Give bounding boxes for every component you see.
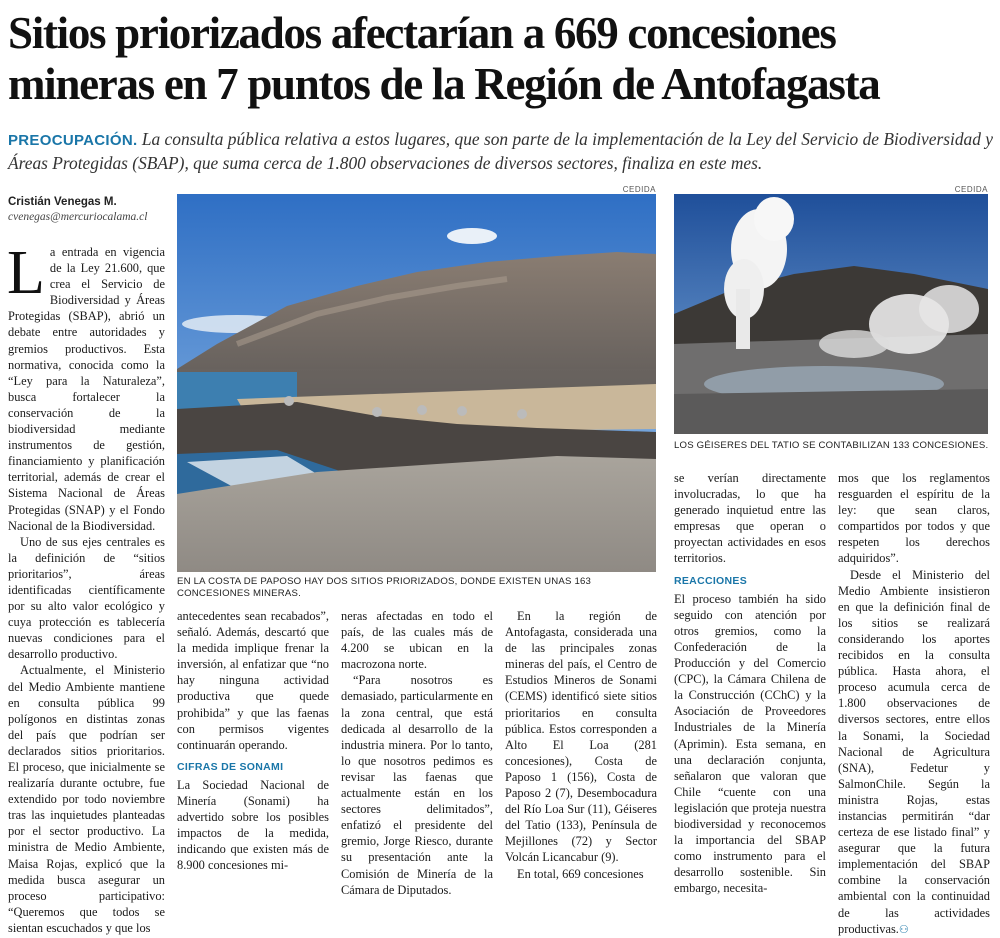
headline-line-2: mineras en 7 puntos de la Región de Antofagasta xyxy=(8,59,880,109)
paragraph: a entrada en vigencia de la Ley 21.600, que crea el Servicio de Biodiversidad y Áreas Protegidas (SBAP), abrió un debate entre autoridades y gremios productivos. Esta normativa, conocida como la “Ley para la Naturaleza”, busca fortalecer la conservación de la biodiversidad mediante instrumentos de gestión, financiamiento y planificación territorial, además de crear el Sistema Nacional de Áreas Protegidas (SNAP) y el Fondo Nacional de la Biodiversidad. xyxy=(8,245,165,533)
column-6 xyxy=(838,470,990,938)
lead-kicker: PREOCUPACIÓN. xyxy=(8,132,138,149)
paragraph xyxy=(838,567,990,938)
paragraph: se verían directamente involucradas, lo que ha generado inquietud entre las empresas que operan o proyectan actividades en esos territorios. xyxy=(674,471,826,566)
column-5 xyxy=(674,470,826,896)
column-3 xyxy=(341,608,493,898)
main-photo-credit: CEDIDA xyxy=(622,185,656,194)
paragraph: El proceso también ha sido seguido con atención por otros gremios, como la Confederación de la Producción y del Comercio (CPC), la Cámara Chilena de la Construcción (CChC) y la Asociación de Proveedores Industriales de la Minería (Aprimin). Esta semana, en una declaración conjunta, señalaron que valoran que Chile “cuente con una legislación que proteja nuestra biodiversidad y reconocemos la importancia del SBAP como instrumento para el desarrollo sostenible. Sin embargo, necesita- xyxy=(674,591,826,896)
headline xyxy=(8,8,994,110)
paragraph: neras afectadas en todo el país, de las cuales más de 4.200 se ubican en la macrozona norte. xyxy=(341,609,493,672)
side-photo-credit: CEDIDA xyxy=(954,185,988,194)
column-4 xyxy=(505,608,657,882)
byline xyxy=(8,196,174,223)
paragraph: Actualmente, el Ministerio del Medio Ambiente mantiene en consulta pública 99 polígonos en distintas zonas del país que podrían ser declarados sitios prioritarios. El proceso, que inicialmente se realizaría durante octubre, fue extendido por todo noviembre tras las inquietudes planteadas por el sector productivo. La ministra de Medio Ambiente, Maisa Rojas, explicó que la medida busca asegurar un proceso participativo: “Queremos que todos se sientan escuchados y que los xyxy=(8,663,165,935)
paragraph: La Sociedad Nacional de Minería (Sonami) ha advertido sobre los posibles impactos de la medida, indicando que existen más de 8.900 concesiones mi- xyxy=(177,777,329,873)
subheading-reacciones: REACCIONES xyxy=(674,574,748,587)
headline-line-1: Sitios priorizados afectarían a 669 concesiones xyxy=(8,8,836,58)
paragraph: En la región de Antofagasta, considerada una de las principales zonas mineras del país, el Centro de Estudios Mineros de Sonami (CEMS) identificó siete sitios prioritarios en consulta pública. Estos corresponden a Alto El Loa (281 concesiones), Costa de Paposo 1 (156), Costa de Paposo 2 (7), Desembocadura del Río Loa Sur (11), Géiseres del Tatio (133), Península de Mejillones (72) y Sector Volcán Licancabur (9). xyxy=(505,609,657,865)
paragraph: “Para nosotros es demasiado, particularmente en la zona central, que está dedicada al desarrollo de la industria minera. Por lo tanto, lo que nosotros pedimos es revisar las faenas que actualmente están en los sectores delimitados”, enfatizó el presidente del gremio, Jorge Riesco, durante su presentación ante la Comisión de Minería de la Cámara de Diputados. xyxy=(341,673,493,897)
side-photo xyxy=(674,194,988,434)
main-photo-caption: EN LA COSTA DE PAPOSO HAY DOS SITIOS PRIORIZADOS, DONDE EXISTEN UNAS 163 CONCESIONES MINERAS. xyxy=(177,576,592,599)
lead-paragraph xyxy=(8,128,994,175)
coast-landscape-image xyxy=(177,194,656,572)
column-1 xyxy=(7,239,165,936)
end-mark-icon: ⚇ xyxy=(898,923,909,936)
main-photo xyxy=(177,194,656,572)
subheading-cifras: CIFRAS DE SONAMI xyxy=(177,760,284,773)
dropcap: L xyxy=(7,239,45,307)
paragraph: mos que los reglamentos resguarden el espíritu de la ley: que sean claros, compartidos por todos y que respeten los derechos adquiridos”. xyxy=(838,471,990,566)
column-2 xyxy=(177,608,329,874)
side-photo-caption: LOS GÉISERES DEL TATIO SE CONTABILIZAN 133 CONCESIONES. xyxy=(674,440,989,451)
paragraph: En total, 669 concesiones xyxy=(517,866,644,881)
geyser-image xyxy=(674,194,988,434)
author-email: cvenegas@mercuriocalama.cl xyxy=(8,211,148,223)
paragraph: antecedentes sean recabados”, señaló. Además, descartó que la medida implique frenar la inversión, al enfatizar que “no hay ninguna actividad productiva que quede prohibida” y que las faenas con permisos vigentes continuarán operando. xyxy=(177,609,329,752)
paragraph: Uno de sus ejes centrales es la definición de “sitios prioritarios”, áreas identificadas científicamente por su alto valor ecológico y cuya protección es tablecería nuevas condiciones para el desarrollo productivo. xyxy=(8,534,165,662)
author-name: Cristián Venegas M. xyxy=(8,196,117,208)
lead-text: La consulta pública relativa a estos lugares, que son parte de la implementación de la Ley del Servicio de Biodiversidad y Áreas Protegidas (SBAP), que suma cerca de 1.800 observaciones de diversos sectores, finaliza en este mes. xyxy=(8,129,993,173)
final-paragraph-text: Desde el Ministerio del Medio Ambiente insistieron en que la definición final de los sitios se realizará considerando los aportes recibidos en la consulta pública. Hasta ahora, el proceso acumula cerca de 1.800 observaciones de diversos sectores, entre ellos la Sonami, la Sociedad Nacional de Agricultura (SNA), Fedetur y SalmonChile. Según la ministra Rojas, estas instancias permitirán “dar certeza de ese listado final” y asegurar que la futura implementación del SBAP combine la conservación ambiental con la continuidad de las actividades productivas. xyxy=(838,567,990,936)
